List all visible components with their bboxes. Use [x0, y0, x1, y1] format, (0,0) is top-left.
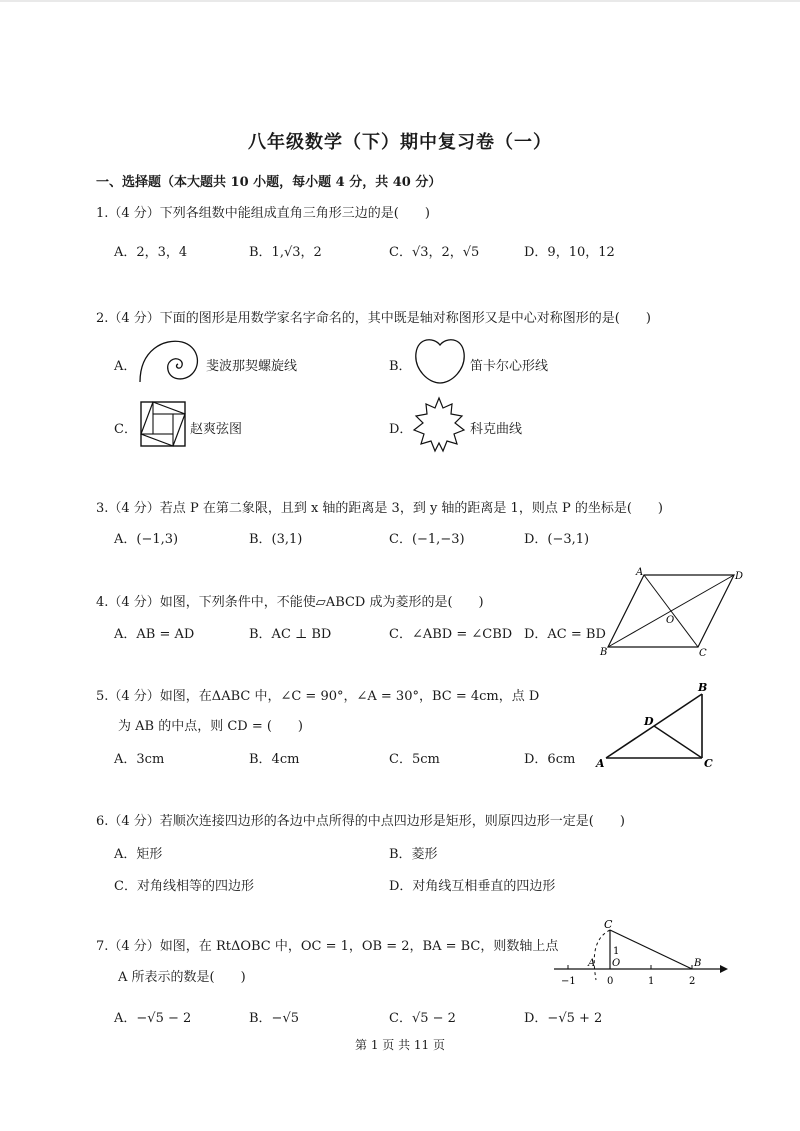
question-6-stem: 6.（4 分）若顺次连接四边形的各边中点所得的中点四边形是矩形，则原四边形一定是( ) — [96, 814, 625, 829]
point-a-label: A — [596, 757, 605, 770]
point-b-label: B — [694, 958, 702, 969]
page-top-edge — [0, 0, 800, 2]
q2-figure-a-label: 斐波那契螺旋线 — [206, 359, 298, 374]
q3-option-b[interactable]: B．(3,1) — [249, 532, 303, 547]
question-4-stem: 4.（4 分）如图，下列条件中，不能使▱ABCD 成为菱形的是( ) — [96, 595, 484, 610]
question-3-stem: 3.（4 分）若点 P 在第二象限，且到 x 轴的距离是 3，到 y 轴的距离是 1，则点 P 的坐标是( ) — [96, 501, 663, 516]
cardioid-figure — [412, 335, 468, 385]
q6-option-a[interactable]: A．矩形 — [114, 847, 163, 862]
point-o-label: O — [612, 958, 621, 969]
page-footer: 第 1 页 共 11 页 — [355, 1038, 445, 1052]
point-a-label: A — [588, 958, 596, 969]
q2-option-c[interactable]: C． — [114, 422, 137, 437]
q6-option-b[interactable]: B．菱形 — [389, 847, 438, 862]
q3-option-d[interactable]: D．(−3,1) — [524, 532, 590, 547]
point-a-label: A — [636, 567, 644, 578]
point-b-label: B — [698, 681, 708, 694]
q4-option-c[interactable]: C．∠ABD = ∠CBD — [389, 627, 513, 642]
q1-option-b[interactable]: B．1,√3，2 — [249, 245, 322, 260]
point-d-label: D — [644, 715, 654, 728]
tick-label-2: 2 — [689, 976, 696, 987]
q3-option-c[interactable]: C．(−1,−3) — [389, 532, 465, 547]
q3-option-a[interactable]: A．(−1,3) — [114, 532, 179, 547]
q7-option-b[interactable]: B．−√5 — [249, 1011, 300, 1026]
koch-snowflake-figure — [410, 396, 468, 454]
tick-label-1: 1 — [648, 976, 655, 987]
question-7-stem-continued: A 所表示的数是( ) — [118, 970, 246, 985]
q4-option-a[interactable]: A．AB = AD — [114, 627, 195, 642]
point-c-label: C — [604, 918, 613, 931]
question-5-stem-continued: 为 AB 的中点，则 CD = ( ) — [118, 719, 304, 734]
q1-option-c[interactable]: C．√3，2，√5 — [389, 245, 480, 260]
q4-option-b[interactable]: B．AC ⊥ BD — [249, 627, 332, 642]
fibonacci-spiral-figure — [136, 336, 204, 384]
q5-option-a[interactable]: A．3cm — [114, 752, 165, 767]
q7-option-d[interactable]: D．−√5 + 2 — [524, 1011, 603, 1026]
page-title: 八年级数学（下）期中复习卷（一） — [248, 132, 552, 153]
q2-figure-d-label: 科克曲线 — [470, 422, 523, 437]
tick-label-neg-1: −1 — [561, 976, 576, 987]
q4-option-d[interactable]: D．AC = BD — [524, 627, 606, 642]
q1-option-d[interactable]: D．9，10，12 — [524, 245, 615, 260]
q2-figure-b-label: 笛卡尔心形线 — [470, 359, 549, 374]
question-2-stem: 2.（4 分）下面的图形是用数学家名字命名的，其中既是轴对称图形又是中心对称图形的是( ) — [96, 311, 651, 326]
q7-option-c[interactable]: C．√5 − 2 — [389, 1011, 456, 1026]
question-1-stem: 1.（4 分）下列各组数中能组成直角三角形三边的是( ) — [96, 206, 430, 221]
q6-option-c[interactable]: C．对角线相等的四边形 — [114, 879, 254, 894]
q5-option-c[interactable]: C．5cm — [389, 752, 440, 767]
section-heading: 一、选择题（本大题共 10 小题，每小题 4 分，共 40 分） — [96, 175, 442, 190]
parallelogram-abcd-figure — [596, 565, 746, 660]
tick-label-0: 0 — [607, 976, 614, 987]
q2-option-d[interactable]: D． — [389, 422, 413, 437]
point-c-label: C — [699, 648, 707, 659]
q6-option-d[interactable]: D．对角线互相垂直的四边形 — [389, 879, 556, 894]
q2-option-a[interactable]: A． — [114, 359, 137, 374]
segment-oc-length-label: 1 — [613, 946, 620, 957]
point-c-label: C — [704, 757, 713, 770]
q2-option-b[interactable]: B． — [389, 359, 412, 374]
question-5-stem: 5.（4 分）如图，在ΔABC 中，∠C = 90°，∠A = 30°，BC = 4cm，点 D — [96, 689, 540, 704]
right-triangle-abc-figure — [592, 678, 722, 770]
question-7-stem: 7.（4 分）如图，在 RtΔOBC 中，OC = 1，OB = 2，BA = BC，则数轴上点 — [96, 939, 559, 954]
zhao-shuang-diagram-figure — [139, 400, 187, 448]
q5-option-d[interactable]: D．6cm — [524, 752, 576, 767]
q2-figure-c-label: 赵爽弦图 — [190, 422, 243, 437]
q1-option-a[interactable]: A．2，3，4 — [114, 245, 188, 260]
number-line-triangle-figure — [550, 916, 730, 994]
point-o-label: O — [666, 615, 675, 626]
point-b-label: B — [600, 647, 608, 658]
q7-option-a[interactable]: A．−√5 − 2 — [114, 1011, 192, 1026]
q5-option-b[interactable]: B．4cm — [249, 752, 300, 767]
point-d-label: D — [735, 571, 744, 582]
